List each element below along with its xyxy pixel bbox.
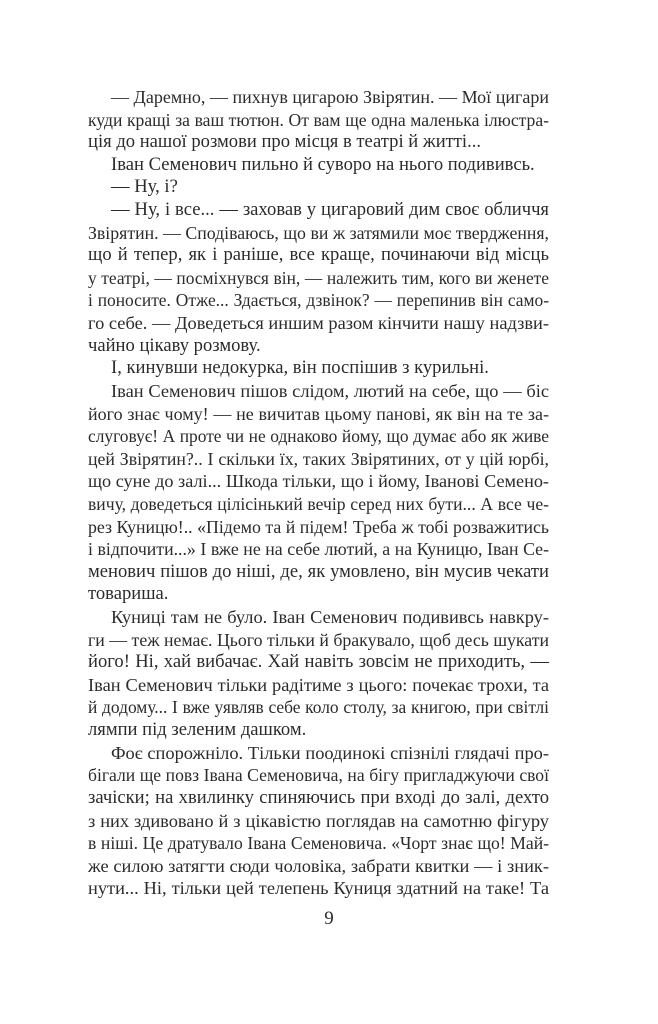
text-line: Фоє спорожніло. Тільки поодинокі спізнілі глядачі про- (111, 742, 549, 763)
text-line: що суне до залі... Шкода тільки, що і йому, Іванові Семено- (88, 471, 549, 492)
text-line: го себе. — Доведеться иншим разом кінчити нашу надзви- (88, 313, 549, 334)
page-number: 9 (324, 908, 334, 929)
text-line: нути... Ні, тільки цей телепень Куниця здатний на таке! Та (88, 878, 549, 899)
text-line: слуговує! А проте чи не однаково йому, що думає або як живе (88, 426, 549, 447)
text-line: рез Куницю!.. «Підемо та й підем! Треба ж тобі розважитись (88, 516, 549, 537)
text-line: що й тепер, як і раніше, все краще, починаючи від місць (88, 244, 549, 266)
text-line: з них здивовано й з цікавістю поглядав на самотню фігуру (88, 810, 549, 831)
text-line: товариша. (88, 583, 169, 605)
text-line: бігали ще повз Івана Семеновича, на бігу пригладжуючи свої (88, 765, 549, 786)
text-line: менович пішов до ніші, де, як умовлено, він мусив чекати (88, 560, 549, 582)
text-line: — Ну, і все... — заховав у цигаровий дим своє обличчя (111, 199, 549, 221)
text-line: Куниці там не було. Іван Семенович подививсь навкру- (111, 607, 549, 628)
text-line: лямпи під зеленим дашком. (88, 719, 307, 741)
text-line: куди кращі за ваш тютюн. От вам ще одна маленька ілюстра- (88, 109, 549, 130)
text-line: чайно цікаву розмову. (88, 334, 261, 356)
text-line: і відпочити...» І вже не на себе лютий, а на Куницю, Іван Се- (88, 539, 549, 560)
text-line: Іван Семенович пішов слідом, лютий на себе, що — біс (111, 380, 549, 401)
text-line: Звірятин. — Сподіваюсь, що ви ж затямили моє твердження, (88, 222, 549, 243)
text-line: Іван Семенович пильно й суворо на нього подививсь. (111, 153, 535, 175)
page-text-block (88, 86, 549, 900)
text-line: його знає чому! — не вичитав цьому панові, як він на те за- (88, 403, 549, 424)
text-line: Іван Семенович тільки радітиме з цього: почекає трохи, та (88, 674, 549, 695)
text-line: в ніші. Це дратувало Івана Семеновича. «Чорт знає що! Май- (88, 833, 549, 854)
text-line: ція до нашої розмови про місця в театрі й житті... (88, 131, 482, 153)
text-line: — Даремно, — пихнув цигарою Звірятин. — Мої цигари (111, 87, 549, 107)
text-line: його! Ні, хай вибачає. Хай навіть зовсім не приходить, — (88, 651, 549, 673)
text-line: ги — теж немає. Цього тільки й бракувало, щоб десь шукати (88, 629, 549, 650)
text-line: же силою затягти сюди чоловіка, забрати квитки — і зник- (88, 855, 549, 876)
text-line: цей Звірятин?.. І скільки їх, таких Звірятиних, от у цій юрбі, (88, 448, 549, 469)
text-line: і поносите. Отже... Здається, дзвінок? — перепинив він само- (88, 290, 549, 311)
text-line: І, кинувши недокурка, він поспішив з курильні. (111, 357, 489, 379)
text-line: зачіски; на хвилинку спиняючись при вході до залі, дехто (88, 786, 549, 808)
text-line: й додому... І вже уявляв себе коло столу, за книгою, при світлі (88, 697, 549, 718)
text-line: — Ну, і? (111, 176, 178, 198)
text-line: у театрі, — посміхнувся він, — належить тим, кого ви женете (88, 267, 549, 288)
text-line: вичу, доведеться цілісінький вечір серед них бути... А все че- (88, 493, 549, 514)
